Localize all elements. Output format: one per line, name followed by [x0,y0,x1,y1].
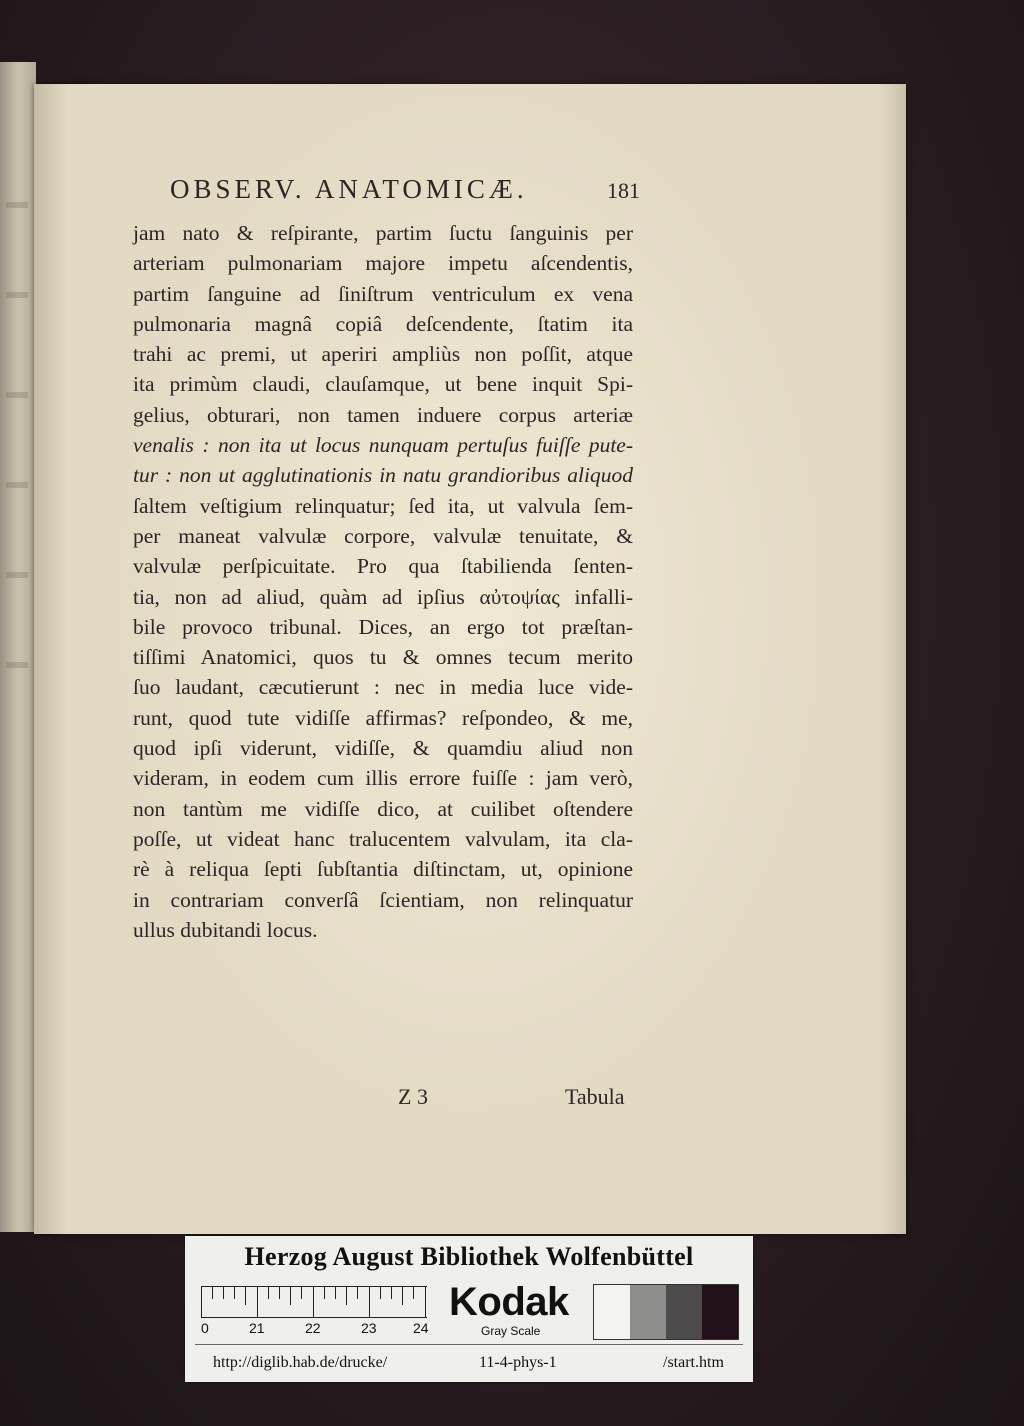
gray-scale-swatches [593,1284,739,1340]
text-line: arteriam pulmonariam majore impetu aſcendentis, [133,251,633,276]
digital-library-url: http://diglib.hab.de/drucke/ [213,1354,388,1371]
text-line: tia, non ad aliud, quàm ad ipſius αὐτοψίας infalli- [133,584,633,609]
text-line: ullus dubitandi locus. [133,917,318,942]
text-line: tur : non ut agglutinationis in natu grandioribus aliquod [133,463,633,488]
text-line: ſuo laudant, cæcutierunt : nec in media luce vide- [133,675,633,700]
ruler-label: 0 [201,1320,209,1336]
start-page-url: /start.htm [663,1354,724,1371]
swatch [594,1285,630,1339]
text-line: in contrariam converſâ ſcientiam, non relinquatur [133,887,633,912]
signature-mark: Z 3 [398,1084,428,1109]
text-line: per maneat valvulæ corpore, valvulæ tenuitate, & [133,523,633,548]
kodak-logo: Kodak [449,1280,569,1324]
swatch [630,1285,666,1339]
page-footer [0,1084,1024,1120]
divider [195,1344,743,1345]
ruler-label: 21 [249,1320,265,1336]
text-line: non tantùm me vidiſſe dico, at cuilibet oſtendere [133,796,633,821]
library-title: Herzog August Bibliothek Wolfenbüttel [244,1242,694,1271]
shelfmark: 11-4-phys-1 [479,1354,557,1371]
body-text [133,218,633,940]
ruler-label: 23 [361,1320,377,1336]
text-line: rè à reliqua ſepti ſubſtantia diſtinctam, ut, opinione [133,857,633,882]
text-line: poſſe, ut videat hanc tralucentem valvulam, ita cla- [133,826,633,851]
page-number: 181 [607,178,640,203]
ruler [201,1286,427,1318]
running-head: OBSERV. ANATOMICÆ. [170,174,528,204]
gray-scale-label: Gray Scale [481,1324,541,1338]
ruler-label: 24 [413,1320,429,1336]
text-line: bile provoco tribunal. Dices, an ergo tot præſtan- [133,614,633,639]
text-line: ita primùm claudi, clauſamque, ut bene inquit Spi- [133,372,633,397]
text-line: gelius, obturari, non tamen induere corpus arteriæ [133,402,633,427]
swatch [702,1285,738,1339]
text-line: jam nato & reſpirante, partim ſuctu ſanguinis per [133,221,633,245]
ruler-labels [201,1320,431,1338]
text-line: tiſſimi Anatomici, quos tu & omnes tecum merito [133,645,633,670]
text-line: pulmonaria magnâ copiâ deſcendente, ſtatim ita [133,311,633,336]
previous-page-edge [0,62,36,1232]
text-line: valvulæ perſpicuitate. Pro qua ſtabilienda ſenten- [133,554,633,579]
text-line: runt, quod tute vidiſſe affirmas? reſpondeo, & me, [133,705,633,730]
page-header [170,174,640,214]
text-line: quod ipſi viderunt, vidiſſe, & quamdiu aliud non [133,736,633,761]
library-color-bar [185,1236,753,1382]
text-line: partim ſanguine ad ſiniſtrum ventriculum ex vena [133,281,633,306]
text-line: trahi ac premi, ut aperiri ampliùs non poſſit, atque [133,342,633,367]
text-line: venalis : non ita ut locus nunquam pertuſus fuiſſe pute- [133,433,633,458]
text-line: videram, in eodem cum illis errore fuiſſe : jam verò, [133,766,633,791]
text-line: ſaltem veſtigium relinquatur; ſed ita, ut valvula ſem- [133,493,633,518]
catchword: Tabula [565,1084,625,1109]
ruler-label: 22 [305,1320,321,1336]
swatch [666,1285,702,1339]
